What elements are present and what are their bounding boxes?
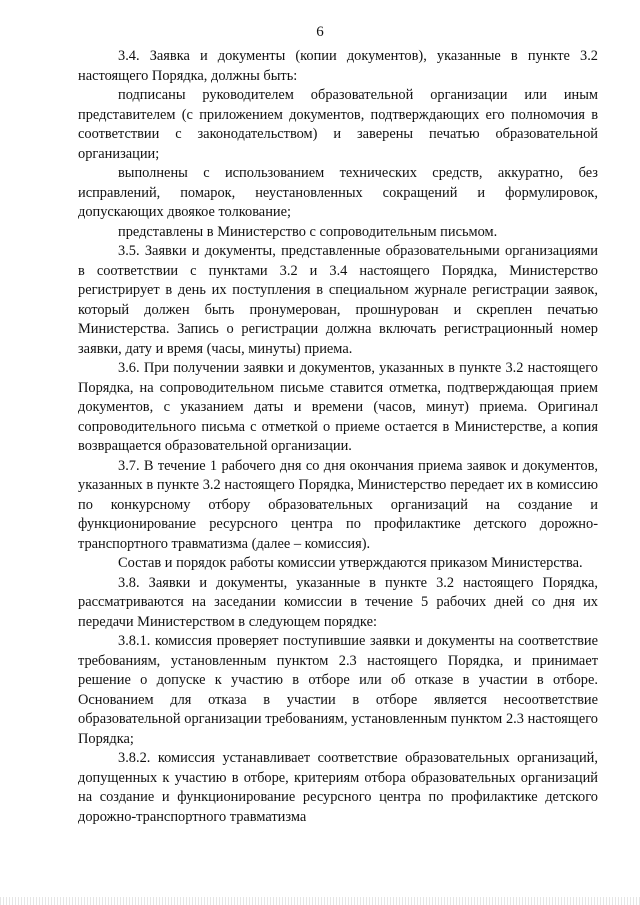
paragraph-3-5: 3.5. Заявки и документы, представленные образовательными организациями в соответствии с пунктами 3.2 и 3.4 настоящего Порядка, Министерство регистрирует в день их поступления в специальном журнале регистрации заявок, который должен быть пронумерован, прошнурован и скреплен печатью Министерства. Запись о регистрации должна включать регистрационный номер заявки, дату и время (часы, минуты) приема. (78, 243, 598, 357)
document-body (78, 47, 598, 827)
paragraph-3-8-2: 3.8.2. комиссия устанавливает соответствие образовательных организаций, допущенных к участию в отборе, критериям отбора образовательных организаций на создание и функционирование ресурсного центра по профилактике детского дорожно-транспортного травматизма (78, 750, 598, 825)
scan-edge-artifact (0, 897, 640, 905)
page-number: 6 (316, 24, 324, 40)
paragraph-submitted: представлены в Министерство с сопроводительным письмом. (118, 223, 498, 240)
paragraph-signed: подписаны руководителем образовательной организации или иным представителем (с приложением документов, подтверждающих его полномочия в соответствии с законодательством) и заверены печатью образовательной организации; (78, 87, 598, 162)
paragraph-3-6: 3.6. При получении заявки и документов, указанных в пункте 3.2 настоящего Порядка, на сопроводительном письме ставится отметка, подтверждающая прием документов, с указанием даты и времени (часов, минут) приема. Оригинал сопроводительного письма с отметкой о приеме остается в Министерстве, а копия возвращается образовательной организации. (78, 360, 598, 454)
paragraph-commission: Состав и порядок работы комиссии утверждаются приказом Министерства. (118, 555, 583, 571)
paragraph-3-8-1: 3.8.1. комиссия проверяет поступившие заявки и документы на соответствие требованиям, установленным пунктом 2.3 настоящего Порядка, и принимает решение о допуске к участию в отборе или об отказе в участии в отборе. Основанием для отказа в участии в отборе является несоответствие образовательной организации требованиям, установленным пунктом 2.3 настоящего Порядка; (78, 633, 598, 747)
paragraph-3-8: 3.8. Заявки и документы, указанные в пункте 3.2 настоящего Порядка, рассматриваются на заседании комиссии в течение 5 рабочих дней со дня их передачи Министерством в следующем порядке: (78, 574, 598, 630)
paragraph-executed: выполнены с использованием технических средств, аккуратно, без исправлений, помарок, неустановленных сокращений и формулировок, допускающих двоякое толкование; (78, 165, 598, 220)
paragraph-3-7: 3.7. В течение 1 рабочего дня со дня окончания приема заявок и документов, указанных в пункте 3.2 настоящего Порядка, Министерство передает их в комиссию по конкурсному отбору образовательных организаций на создание и функционирование ресурсного центра по профилактике детского дорожно-транспортного травматизма (далее – комиссия). (78, 457, 598, 552)
paragraph-3-4: 3.4. Заявка и документы (копии документов), указанные в пункте 3.2 настоящего Порядка, должны быть: (78, 48, 598, 84)
